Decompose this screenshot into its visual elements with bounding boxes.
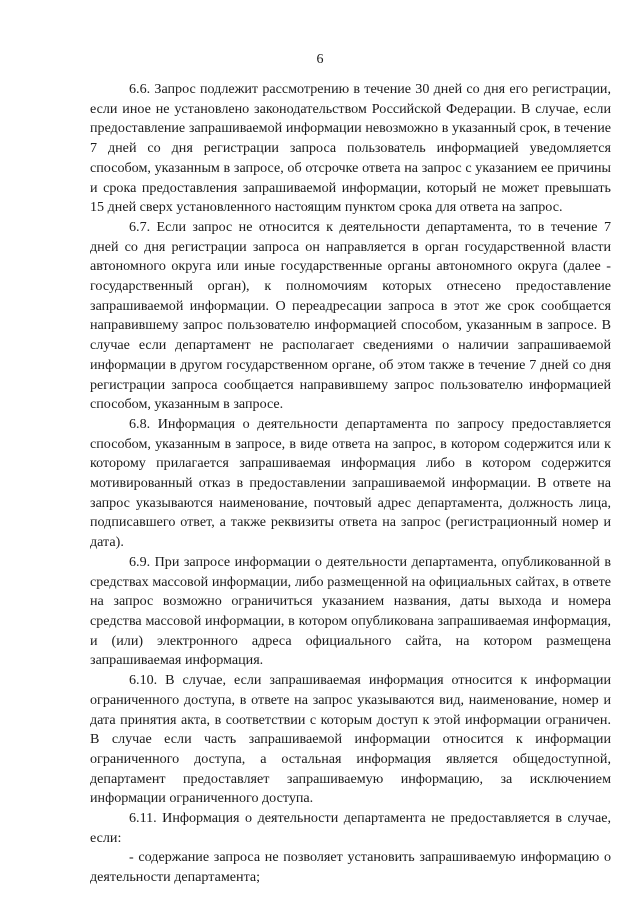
document-body <box>90 80 611 888</box>
paragraph-6-10: 6.10. В случае, если запрашиваемая информация относится к информации ограниченного доступа, в ответе на запрос указываются вид, наименование, номер и дата принятия акта, в соответствии с которым доступ к этой информации ограничен. В случае если часть запрашиваемой информации относится к информации ограниченного доступа, а остальная информация является общедоступной, департамент предоставляет запрашиваемую информацию, за исключением информации ограниченного доступа. <box>90 672 611 807</box>
list-item-refusal-ground-1: - содержание запроса не позволяет установить запрашиваемую информацию о деятельности департамента; <box>90 849 611 886</box>
paragraph-6-7: 6.7. Если запрос не относится к деятельности департамента, то в течение 7 дней со дня регистрации запроса он направляется в орган государственной власти автономного округа или иные государственные органы автономного округа (далее - государственный орган), к полномочиям которых отнесено предоставление запрашиваемой информации. О переадресации запроса в этот же срок сообщается направившему запрос пользователю информацией способом, указанным в запросе. В случае если департамент не располагает сведениями о наличии запрашиваемой информации в другом государственном органе, об этом также в течение 7 дней со дня регистрации запроса сообщается направившему запрос пользователю информацией способом, указанным в запросе. <box>90 218 611 413</box>
page-number: 6 <box>316 52 324 67</box>
paragraph-6-11: 6.11. Информация о деятельности департамента не предоставляется в случае, если: <box>90 810 611 846</box>
paragraph-6-9: 6.9. При запросе информации о деятельности департамента, опубликованной в средствах массовой информации, либо размещенной на официальных сайтах, в ответе на запрос возможно ограничиться указанием названия, даты выхода и номера средства массовой информации, в котором опубликована запрашиваемая информация, и (или) электронного адреса официального сайта, на котором размещена запрашиваемая информация. <box>90 553 611 669</box>
paragraph-6-6: 6.6. Запрос подлежит рассмотрению в течение 30 дней со дня его регистрации, если иное не установлено законодательством Российской Федерации. В случае, если предоставление запрашиваемой информации невозможно в указанный срок, в течение 7 дней со дня регистрации запроса пользователь информацией уведомляется способом, указанным в запросе, об отсрочке ответа на запрос с указанием ее причины и срока предоставления запрашиваемой информации, который не может превышать 15 дней сверх установленного настоящим пунктом срока для ответа на запрос. <box>90 81 611 216</box>
paragraph-6-8: 6.8. Информация о деятельности департамента по запросу предоставляется способом, указанным в запросе, в виде ответа на запрос, в котором содержится или к которому прилагается запрашиваемая информация либо в котором содержится мотивированный отказ в предоставлении запрашиваемой информации. В ответе на запрос указываются наименование, почтовый адрес департамента, должность лица, подписавшего ответ, а также реквизиты ответа на запрос (регистрационный номер и дата). <box>90 415 611 551</box>
